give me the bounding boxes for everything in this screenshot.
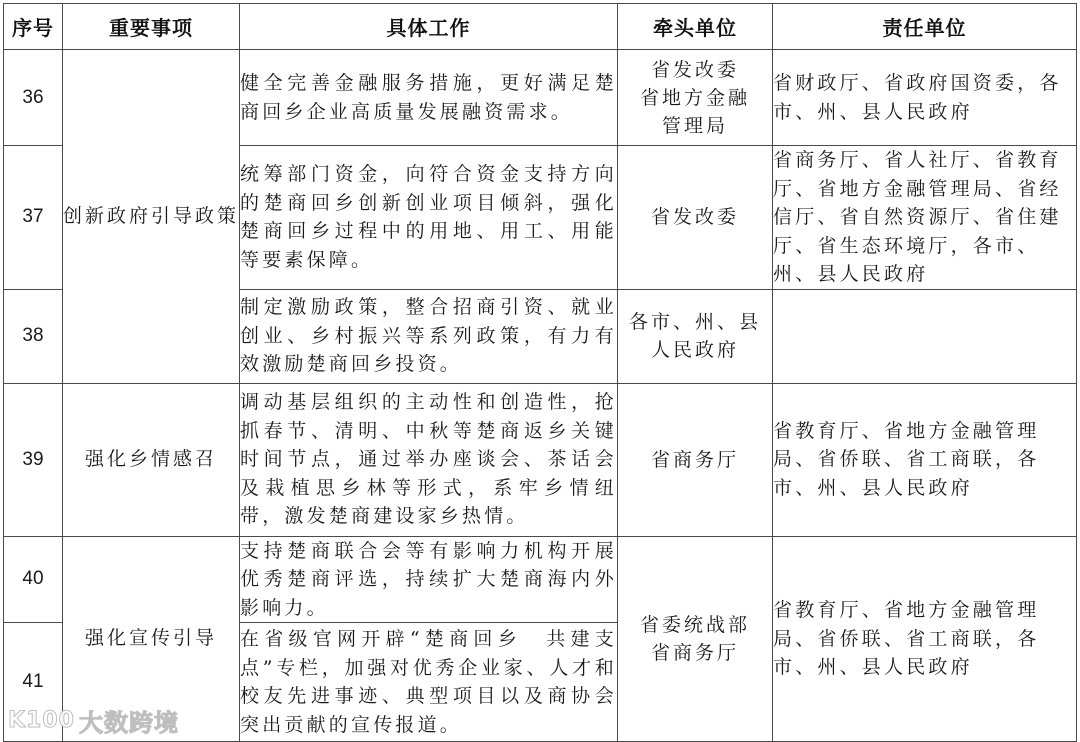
lead-line: 管理局 (661, 114, 728, 137)
lead-cell (618, 536, 773, 742)
row-number: 40 (4, 536, 63, 623)
watermark-logo-icon: K100 (8, 708, 75, 733)
header-matter: 重要事项 (63, 4, 240, 50)
table-header-row (4, 4, 1077, 50)
row-number: 37 (4, 146, 63, 290)
matter-text: 强化宣传引导 (84, 627, 217, 650)
matter-cell (63, 50, 240, 384)
table-row (4, 536, 1077, 623)
table-row (4, 50, 1077, 146)
responsibility-table (3, 3, 1077, 742)
lead-line: 省商务厅 (650, 641, 739, 664)
lead-line: 省地方金融 (639, 86, 750, 109)
work-cell: 统筹部门资金，向符合资金支持方向的楚商回乡创新创业项目倾斜，强化楚商回乡过程中的用地、用工、用能等要素保障。 (240, 146, 618, 290)
work-cell: 制定激励政策，整合招商引资、就业创业、乡村振兴等系列政策，有力有效激励楚商回乡投资。 (240, 289, 618, 383)
resp-cell: 省教育厅、省地方金融管理局、省侨联、省工商联，各市、州、县人民政府 (773, 536, 1077, 742)
work-cell: 健全完善金融服务措施，更好满足楚商回乡企业高质量发展融资需求。 (240, 50, 618, 146)
lead-line: 省委统战部 (639, 613, 750, 636)
row-number: 41 (4, 623, 63, 742)
row-number: 39 (4, 383, 63, 536)
lead-cell (618, 383, 773, 536)
lead-cell (618, 146, 773, 290)
row-number: 38 (4, 289, 63, 383)
header-work: 具体工作 (240, 4, 618, 50)
resp-cell (773, 289, 1077, 383)
matter-cell (63, 383, 240, 536)
matter-text: 创新政府引导政策 (63, 204, 240, 227)
work-cell: 支持楚商联合会等有影响力机构开展优秀楚商评选，持续扩大楚商海内外影响力。 (240, 536, 618, 623)
header-lead: 牵头单位 (618, 4, 773, 50)
resp-cell: 省财政厅、省政府国资委，各市、州、县人民政府 (773, 50, 1077, 146)
row-number: 36 (4, 50, 63, 146)
table-row (4, 383, 1077, 536)
lead-cell (618, 50, 773, 146)
lead-line: 人民政府 (650, 339, 739, 361)
lead-line: 各市、州、县 (628, 311, 761, 333)
work-cell: 在省级官网开辟“楚商回乡 共建支点”专栏，加强对优秀企业家、人才和校友先进事迹、典型项目以及商协会突出贡献的宣传报道。 (240, 623, 618, 742)
lead-line: 省发改委 (650, 58, 739, 81)
watermark-text: 大数跨境 (78, 709, 179, 737)
header-num: 序号 (4, 4, 63, 50)
resp-cell: 省商务厅、省人社厅、省教育厅、省地方金融管理局、省经信厅、省自然资源厅、省住建厅、省生态环境厅，各市、州、县人民政府 (773, 146, 1077, 290)
header-resp: 责任单位 (773, 4, 1077, 50)
resp-cell: 省教育厅、省地方金融管理局、省侨联、省工商联，各市、州、县人民政府 (773, 383, 1077, 536)
lead-line: 省商务厅 (650, 448, 739, 471)
lead-line: 省发改委 (650, 206, 739, 229)
matter-text: 强化乡情感召 (84, 448, 217, 470)
work-cell: 调动基层组织的主动性和创造性，抢抓春节、清明、中秋等楚商返乡关键时间节点，通过举办座谈会、茶话会及栽植思乡林等形式，系牢乡情纽带，激发楚商建设家乡热情。 (240, 383, 618, 536)
lead-cell (618, 289, 773, 383)
watermark (8, 703, 179, 738)
